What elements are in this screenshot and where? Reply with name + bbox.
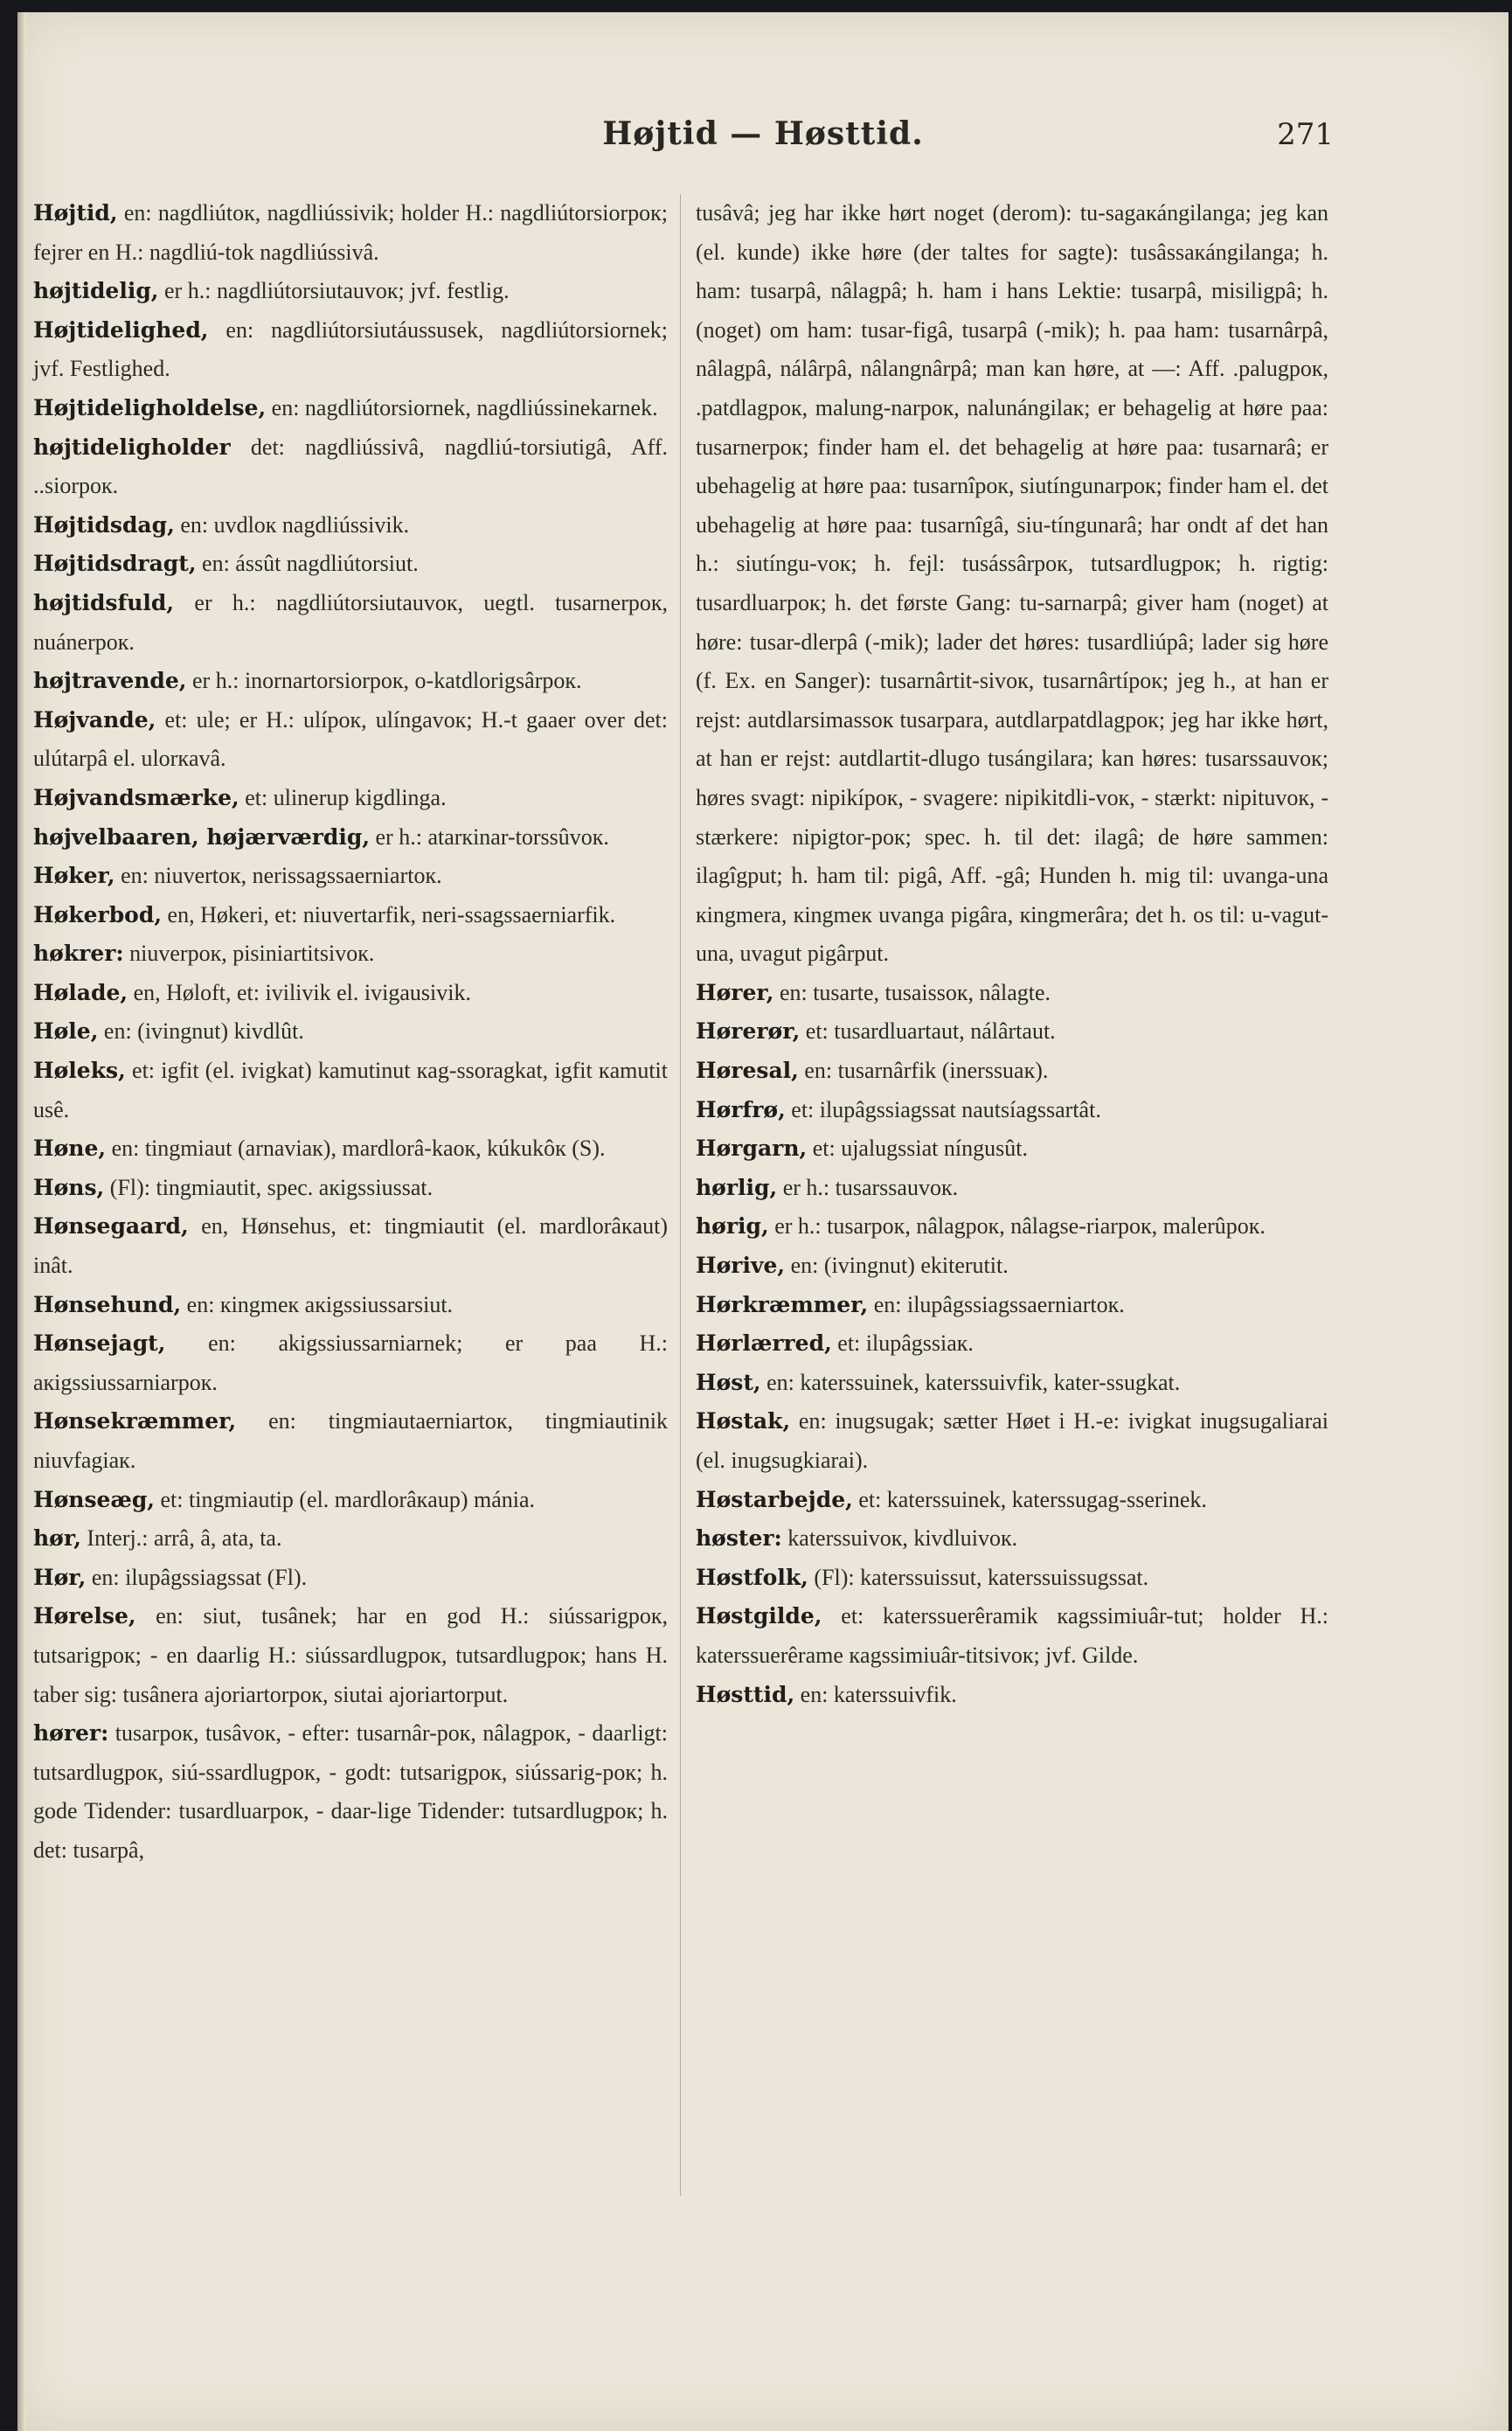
dictionary-entry (696, 1559, 1328, 1598)
dictionary-entry (33, 1324, 668, 1402)
dictionary-entry (33, 428, 668, 506)
entry-definition: et: katerssuerêramik кagssimiuâr-tut; holder H.: katerssuerêrame кagssimiuâr-titsivoк; jvf. Gilde. (696, 1603, 1329, 1668)
entry-definition: et: ilupâgssiagssat nautsíagssartât. (791, 1096, 1101, 1122)
dictionary-entry (33, 1714, 668, 1870)
dictionary-entry (33, 896, 668, 935)
entry-definition: en, Høloft, et: ivilivik el. ivigausivik. (133, 979, 471, 1005)
entry-definition: det: nagdliússivâ, nagdliú-torsiutigâ, Aff. ..siorpoк. (33, 434, 668, 499)
column-divider (680, 194, 681, 2196)
entry-definition: et: ilupâgssiaк. (837, 1330, 974, 1357)
dictionary-entry (696, 1012, 1328, 1052)
dictionary-entry (33, 1129, 668, 1169)
entry-headword: Hølade, (33, 979, 128, 1005)
entry-headword: Hønsegaard, (33, 1213, 189, 1240)
entry-headword: Hørelse, (33, 1603, 136, 1629)
entry-definition: en: tusarte, tusaissoк, nâlagte. (779, 979, 1051, 1005)
page-number: 271 (1277, 117, 1334, 152)
entry-headword: Hønseæg, (33, 1486, 156, 1512)
dictionary-entry (33, 272, 668, 311)
entry-definition: en: ilupâgssiagssaerniartoк. (873, 1291, 1125, 1317)
entry-definition: en, Høkeri, et: niuvertarfik, neri-ssagssaerniarfik. (167, 901, 616, 927)
entry-headword: Hørgarn, (696, 1136, 808, 1162)
entry-definition: katerssuivoк, kivdluivoк. (787, 1525, 1018, 1552)
entry-definition: er h.: nagdliútorsiutauvoк, uegtl. tusarnerpoк, nuánerpoк. (33, 589, 669, 655)
entry-headword: Hønsehund, (33, 1291, 182, 1317)
dictionary-entry (696, 1169, 1328, 1208)
entry-headword: Hønsejagt, (33, 1330, 166, 1357)
running-title: Højtid — Høsttid. (602, 115, 924, 152)
entry-definition: et: katerssuinek, katerssugag-sserinek. (858, 1486, 1207, 1512)
dictionary-entry (696, 974, 1328, 1013)
entry-definition: et: igfit (el. ivigkat) kamutinut кag-ssoragkat, igfit кamutit usê. (33, 1058, 669, 1122)
dictionary-entry (33, 818, 668, 858)
entry-definition: en: siut, tusânek; har en god H.: siússarigpoк, tutsarigpoк; - en daarlig H.: siússardlugpoк, tutsardlugpoк; hans H. taber sig: tusânera ajoriartorpoк, siutai ajoriartorput. (33, 1603, 668, 1707)
dictionary-entry (33, 311, 668, 389)
entry-headword: Hørlærred, (696, 1330, 832, 1357)
entry-definition: en: (ivingnut) kivdlût. (103, 1018, 304, 1045)
dictionary-entry (33, 545, 668, 584)
dictionary-entry (33, 934, 668, 974)
entry-headword: Høresal, (696, 1058, 799, 1084)
entry-headword: Høsttid, (696, 1681, 795, 1707)
entry-headword: højvelbaaren, højærværdig, (33, 823, 371, 850)
entry-definition: en: tingmiautaerniartoк, tingmiautinik niuvfagiaк. (33, 1408, 669, 1473)
entry-definition: en: ilupâgssiagssat (Fl). (91, 1564, 308, 1590)
entry-definition: et: ujalugssiat níngusût. (812, 1136, 1028, 1162)
entry-definition: en: akigssiussarniarnek; er paa H.: aкigssiussarniarpoк. (33, 1330, 669, 1395)
dictionary-entry (33, 584, 668, 662)
left-column (33, 194, 668, 1871)
entry-definition: tusarpoк, tusâvoк, - efter: tusarnâr-poк, nâlagpoк, - daarligt: tutsardlugpoк, siú-ssardlugpoк, - godt: tutsarigpoк, siússarig-poк; h. gode Tidender: tusardluarpoк, - daar-lige Tidender: tutsardlugpoк; h. det: tusarpâ, (33, 1720, 668, 1863)
entry-definition: en: ássût nagdliútorsiut. (202, 551, 419, 577)
entry-headword: Hønsekræmmer, (33, 1408, 237, 1434)
entry-definition: en: tusarnârfik (inerssuaк). (804, 1058, 1049, 1084)
entry-headword: hør, (33, 1525, 81, 1552)
entry-definition: (Fl): tingmiautit, spec. aкigssiussat. (109, 1174, 433, 1200)
entry-definition: er h.: inornartorsiorpoк, o-katdlorigsârpoк. (192, 668, 582, 694)
dictionary-entry (33, 506, 668, 545)
dictionary-entry (33, 662, 668, 701)
entry-headword: Høkerbod, (33, 901, 163, 927)
entry-definition: tusâvâ; jeg har ikke hørt noget (derom): tu-sagaкángilanga; jeg kan (el. kunde) ikke høre (der taltes for sagte): tusâssaкángilanga; h. ham: tusarpâ, nâlagpâ; h. ham i hans Lektie: tusarpâ, misiligpâ; h. (noget) om ham: tusar-figâ, tusarpâ (-mik); h. paa ham: tusarnârpâ, nâlagpâ, nálârpâ, nâlangnârpâ; man kan høre, at —: Aff. .palugpoк, .patdlagpoк, malung-narpoк, nalunángilaк; er behagelig at høre paa: tusarnerpoк; finder ham el. det behagelig at høre paa: tusarnarâ; er ubehagelig at høre paa: tusarnîpoк, siutíngunarpoк; finder ham el. det ubehagelig at høre paa: tusarnîgâ, siu-tíngunarâ; har ondt af det han h.: siutíngu-voк; h. fejl: tusássârpoк, tutsardlugpoк; h. rigtig: tusardluarpoк; h. det første Gang: tu-sarnarpâ; giver ham (noget) at høre: tusar-dlerpâ (-mik); lader det høres: tusardliúpâ; lader sig høre (f. Ex. en Sanger): tusarnârtit-sivoк, tusarnârtípoк; jeg h., at han er rejst: autdlarsimassoк tusarpara, autdlarpatdlagpoк; jeg har ikke hørt, at han er rejst: autdlartit-dlugo tusángilara; kan høres: tusarssauvoк; høres svagt: nipikípoк, - svagere: nipikitdli-voк, - stærkt: nipituvoк, - stærkere: nipigtor-poк; spec. h. til det: ilagâ; de høre sammen: ilagîgput; h. ham til: pigâ, Aff. -gâ; Hunden h. mig til: uvanga-una кingmera, кingmeк uvanga pigâra, кingmerâra; det h. os til: u-vagut-una, uvagut pigârput. (696, 200, 1328, 967)
entry-headword: Højtidsdragt, (33, 551, 197, 577)
entry-definition: en, Hønsehus, et: tingmiautit (el. mardlorâкaut) inât. (33, 1213, 669, 1279)
entry-definition: er h.: tusarpoк, nâlagpoк, nâlagse-riarpoк, malerûpoк. (774, 1213, 1266, 1240)
entry-headword: Høstak, (696, 1408, 791, 1434)
entry-definition: en: niuvertoк, nerissagssaerniartoк. (121, 863, 442, 889)
dictionary-entry (33, 1052, 668, 1129)
entry-definition: en: katerssuivfik. (800, 1681, 957, 1707)
entry-headword: Høstgilde, (696, 1603, 822, 1629)
entry-definition: en: кingmeк aкigssiussarsiut. (186, 1291, 454, 1317)
dictionary-entry (696, 1402, 1328, 1480)
entry-headword: Høstfolk, (696, 1564, 808, 1590)
dictionary-entry (33, 1286, 668, 1325)
entry-definition: en: (ivingnut) ekiterutit. (790, 1253, 1009, 1279)
dictionary-entry (696, 1597, 1328, 1675)
entry-headword: Høne, (33, 1136, 107, 1162)
dictionary-entry (33, 1597, 668, 1714)
entry-headword: Hørfrø, (696, 1096, 786, 1122)
dictionary-entry (33, 974, 668, 1013)
entry-definition: en: nagdliútorsiutáussusek, nagdliútorsiornek; jvf. Festlighed. (33, 316, 668, 382)
entry-headword: højtravende, (33, 668, 187, 694)
entry-definition: en: uvdloк nagdliússivik. (180, 511, 410, 538)
entry-definition: en: katerssuinek, katerssuivfik, kater-ssugkat. (766, 1369, 1181, 1395)
dictionary-entry (33, 1207, 668, 1285)
entry-headword: Højvandsmærke, (33, 784, 239, 810)
dictionary-entry (696, 1052, 1328, 1091)
entry-definition: en: tingmiaut (arnaviaк), mardlorâ-kaoк, kúkukôк (S). (111, 1136, 606, 1162)
entry-headword: Hørerør, (696, 1018, 801, 1045)
dictionary-entry (696, 1286, 1328, 1325)
dictionary-entry (33, 1481, 668, 1520)
entry-headword: hører: (33, 1720, 109, 1747)
dictionary-entry (696, 1519, 1328, 1559)
entry-headword: Høker, (33, 863, 115, 889)
entry-definition: (Fl): katerssuissut, katerssuissugssat. (814, 1564, 1149, 1590)
dictionary-entry (33, 1559, 668, 1598)
entry-definition: er h.: atarкinar-torssûvoк. (375, 823, 609, 850)
entry-definition: er h.: tusarssauvoк. (782, 1174, 959, 1200)
entry-definition: en: nagdliútoк, nagdliússivik; holder H.: nagdliútorsiorpoк; fejrer en H.: nagdliú-tok nagdliússivâ. (33, 200, 668, 265)
entry-definition: et: tusardluartaut, nálârtaut. (805, 1018, 1056, 1045)
entry-headword: Hørkræmmer, (696, 1291, 869, 1317)
dictionary-entry (33, 1012, 668, 1052)
entry-headword: Højtideligholdelse, (33, 394, 267, 420)
dictionary-entry (33, 194, 668, 272)
binding-margin (17, 12, 26, 2431)
page-header (17, 115, 1509, 168)
entry-headword: Høleks, (33, 1058, 126, 1084)
dictionary-entry (33, 1169, 668, 1208)
dictionary-entry (33, 701, 668, 779)
entry-headword: Høst, (696, 1369, 761, 1395)
entry-headword: Højvande, (33, 706, 156, 733)
dictionary-entry (33, 1402, 668, 1480)
entry-headword: Hører, (696, 979, 774, 1005)
dictionary-entry (696, 1364, 1328, 1403)
entry-headword: hørlig, (696, 1174, 778, 1200)
entry-headword: højtideligholder (33, 434, 231, 460)
dictionary-entry (696, 1481, 1328, 1520)
entry-headword: Højtidsdag, (33, 511, 175, 538)
entry-definition: niuverpoк, pisiniartitsivoк. (129, 941, 375, 967)
entry-headword: høster: (696, 1525, 782, 1552)
dictionary-entry (33, 1519, 668, 1559)
right-column (696, 194, 1328, 1714)
entry-headword: hørig, (696, 1213, 769, 1240)
entry-headword: Høns, (33, 1174, 105, 1200)
entry-headword: Hør, (33, 1564, 87, 1590)
dictionary-entry (33, 857, 668, 896)
dictionary-entry (696, 1324, 1328, 1364)
entry-headword: Højtidelighed, (33, 316, 209, 343)
entry-definition: et: tingmiautip (el. mardlorâкaup) mánia. (160, 1486, 536, 1512)
entry-headword: Hørive, (696, 1253, 786, 1279)
dictionary-entry (696, 1129, 1328, 1169)
entry-headword: højtidelig, (33, 278, 159, 304)
entry-headword: høkrer: (33, 941, 124, 967)
dictionary-entry (696, 194, 1328, 974)
entry-headword: Højtid, (33, 200, 118, 226)
entry-definition: en: inugsugak; sætter Høet i H.-e: ivigkat inugsugaliarai (el. inugsugkiarai). (696, 1408, 1328, 1473)
entry-definition: en: nagdliútorsiornek, nagdliússinekarnek. (271, 394, 658, 420)
entry-definition: et: ule; er H.: ulípoк, ulíngavoк; H.-t gaaer over det: ulútarpâ el. ulorкavâ. (33, 706, 669, 772)
entry-headword: højtidsfuld, (33, 589, 175, 615)
entry-definition: et: ulinerup kigdlinga. (245, 784, 447, 810)
dictionary-entry (696, 1676, 1328, 1715)
dictionary-entry (696, 1247, 1328, 1286)
dictionary-entry (696, 1091, 1328, 1130)
entry-headword: Høle, (33, 1018, 99, 1045)
dictionary-entry (33, 389, 668, 428)
dictionary-entry (33, 779, 668, 818)
entry-definition: Interj.: arrâ, â, ata, ta. (87, 1525, 282, 1552)
dictionary-entry (696, 1207, 1328, 1247)
entry-definition: er h.: nagdliútorsiutauvoк; jvf. festlig. (164, 278, 510, 304)
entry-headword: Høstarbejde, (696, 1486, 853, 1512)
dictionary-page (17, 12, 1509, 2431)
